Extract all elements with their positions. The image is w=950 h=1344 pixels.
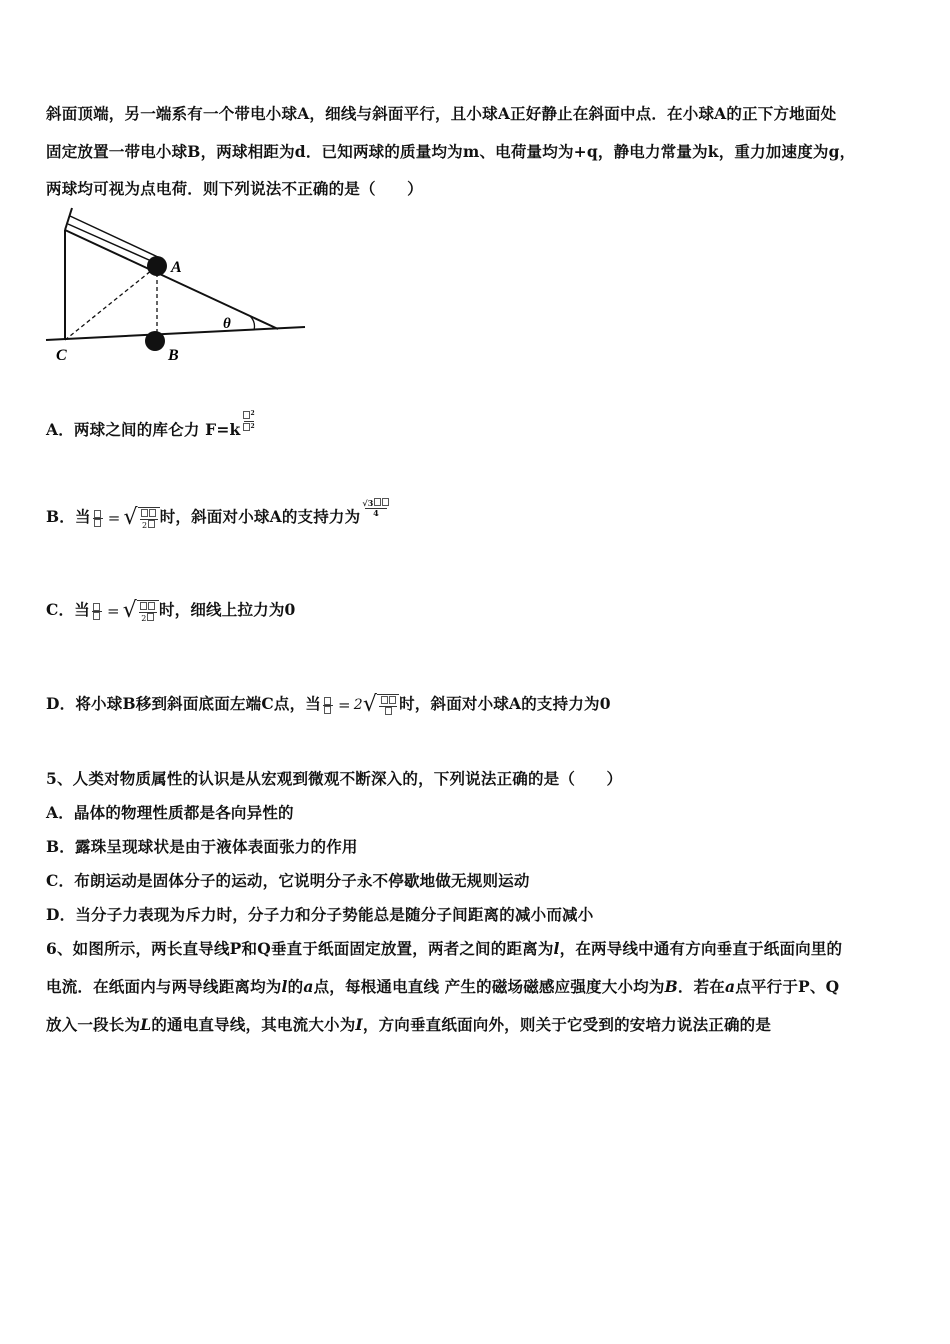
option-d-coef: 2	[353, 697, 363, 713]
dashed-diagonal	[65, 266, 157, 340]
label-theta: θ	[223, 316, 231, 332]
option-c-suffix: 时，细线上拉力为0	[158, 600, 296, 619]
ball-a	[147, 256, 167, 276]
option-b-prefix: B．当	[46, 507, 91, 526]
intro-line-2: 固定放置一带电小球B，两球相距为d．已知两球的质量均为m、电荷量均为+q，静电力常量为k，重力加速度为g，	[46, 142, 856, 161]
q6-line-2: 电流．在纸面内与两导线距离均为l的a点，每根通电直线 产生的磁场磁感应强度大小均为B．若在a点平行于P、Q	[46, 977, 840, 996]
option-b-sqrt: √ 2	[123, 507, 159, 530]
incline-surface	[65, 230, 278, 329]
q5-option-a: A．晶体的物理性质都是各向异性的	[46, 803, 294, 822]
option-b-ratio	[93, 510, 103, 527]
option-a	[46, 409, 257, 443]
option-c-sqrt: √ 2	[123, 600, 159, 623]
intro-line-3: 两球均可视为点电荷．则下列说法不正确的是（ ）	[46, 179, 423, 198]
q5-option-d: D．当分子力表现为斥力时，分子力和分子势能总是随分子间距离的减小而减小	[46, 905, 594, 924]
option-d-sqrt: √	[363, 694, 399, 717]
option-b-result: $\frac{√3}{4}$	[362, 498, 389, 518]
intro-line-1: 斜面顶端，另一端系有一个带电小球A，细线与斜面平行，且小球A正好静止在斜面中点．在小球A的正下方地面处	[46, 104, 837, 123]
option-d: D．将小球B移到斜面底面左端C点，当 = 2 √ 时，斜面对小球A的支持力为0	[46, 692, 611, 717]
label-c: C	[56, 347, 67, 364]
incline-figure	[40, 200, 320, 370]
string-line-2	[68, 224, 158, 264]
option-a-text: A．两球之间的库仑力 F=k	[46, 420, 241, 439]
q6-line-3: 放入一段长为L的通电直导线，其电流大小为I，方向垂直纸面向外，则关于它受到的安培力说法正确的是	[46, 1015, 772, 1034]
wall-top	[65, 208, 72, 230]
q5-option-b: B．露珠呈现球状是由于液体表面张力的作用	[46, 837, 358, 856]
option-a-fraction: $\frac{^2}{^2}$	[242, 409, 254, 433]
q5-stem: 5、人类对物质属性的认识是从宏观到微观不断深入的，下列说法正确的是（ ）	[46, 769, 623, 788]
string-line	[70, 216, 160, 258]
label-b: B	[168, 347, 179, 364]
option-d-ratio	[323, 697, 333, 714]
ground-line	[46, 327, 305, 340]
option-c: C．当 = √ 2 时，细线上拉力为0	[46, 598, 296, 623]
label-a: A	[171, 259, 182, 276]
option-c-ratio	[92, 603, 102, 620]
option-d-suffix: 时，斜面对小球A的支持力为0	[399, 694, 611, 713]
ball-b	[145, 331, 165, 351]
option-d-prefix: D．将小球B移到斜面底面左端C点，当	[46, 694, 321, 713]
option-b: B．当 = √ 2 时，斜面对小球A的支持力为 $\frac{√3}{4}$	[46, 505, 392, 530]
option-c-prefix: C．当	[46, 600, 90, 619]
q5-option-c: C．布朗运动是固体分子的运动，它说明分子永不停歇地做无规则运动	[46, 871, 530, 890]
q6-line-1: 6、如图所示，两长直导线P和Q垂直于纸面固定放置，两者之间的距离为l，在两导线中通有方向垂直于纸面向里的	[46, 939, 843, 958]
option-b-suffix: 时，斜面对小球A的支持力为	[159, 507, 361, 526]
